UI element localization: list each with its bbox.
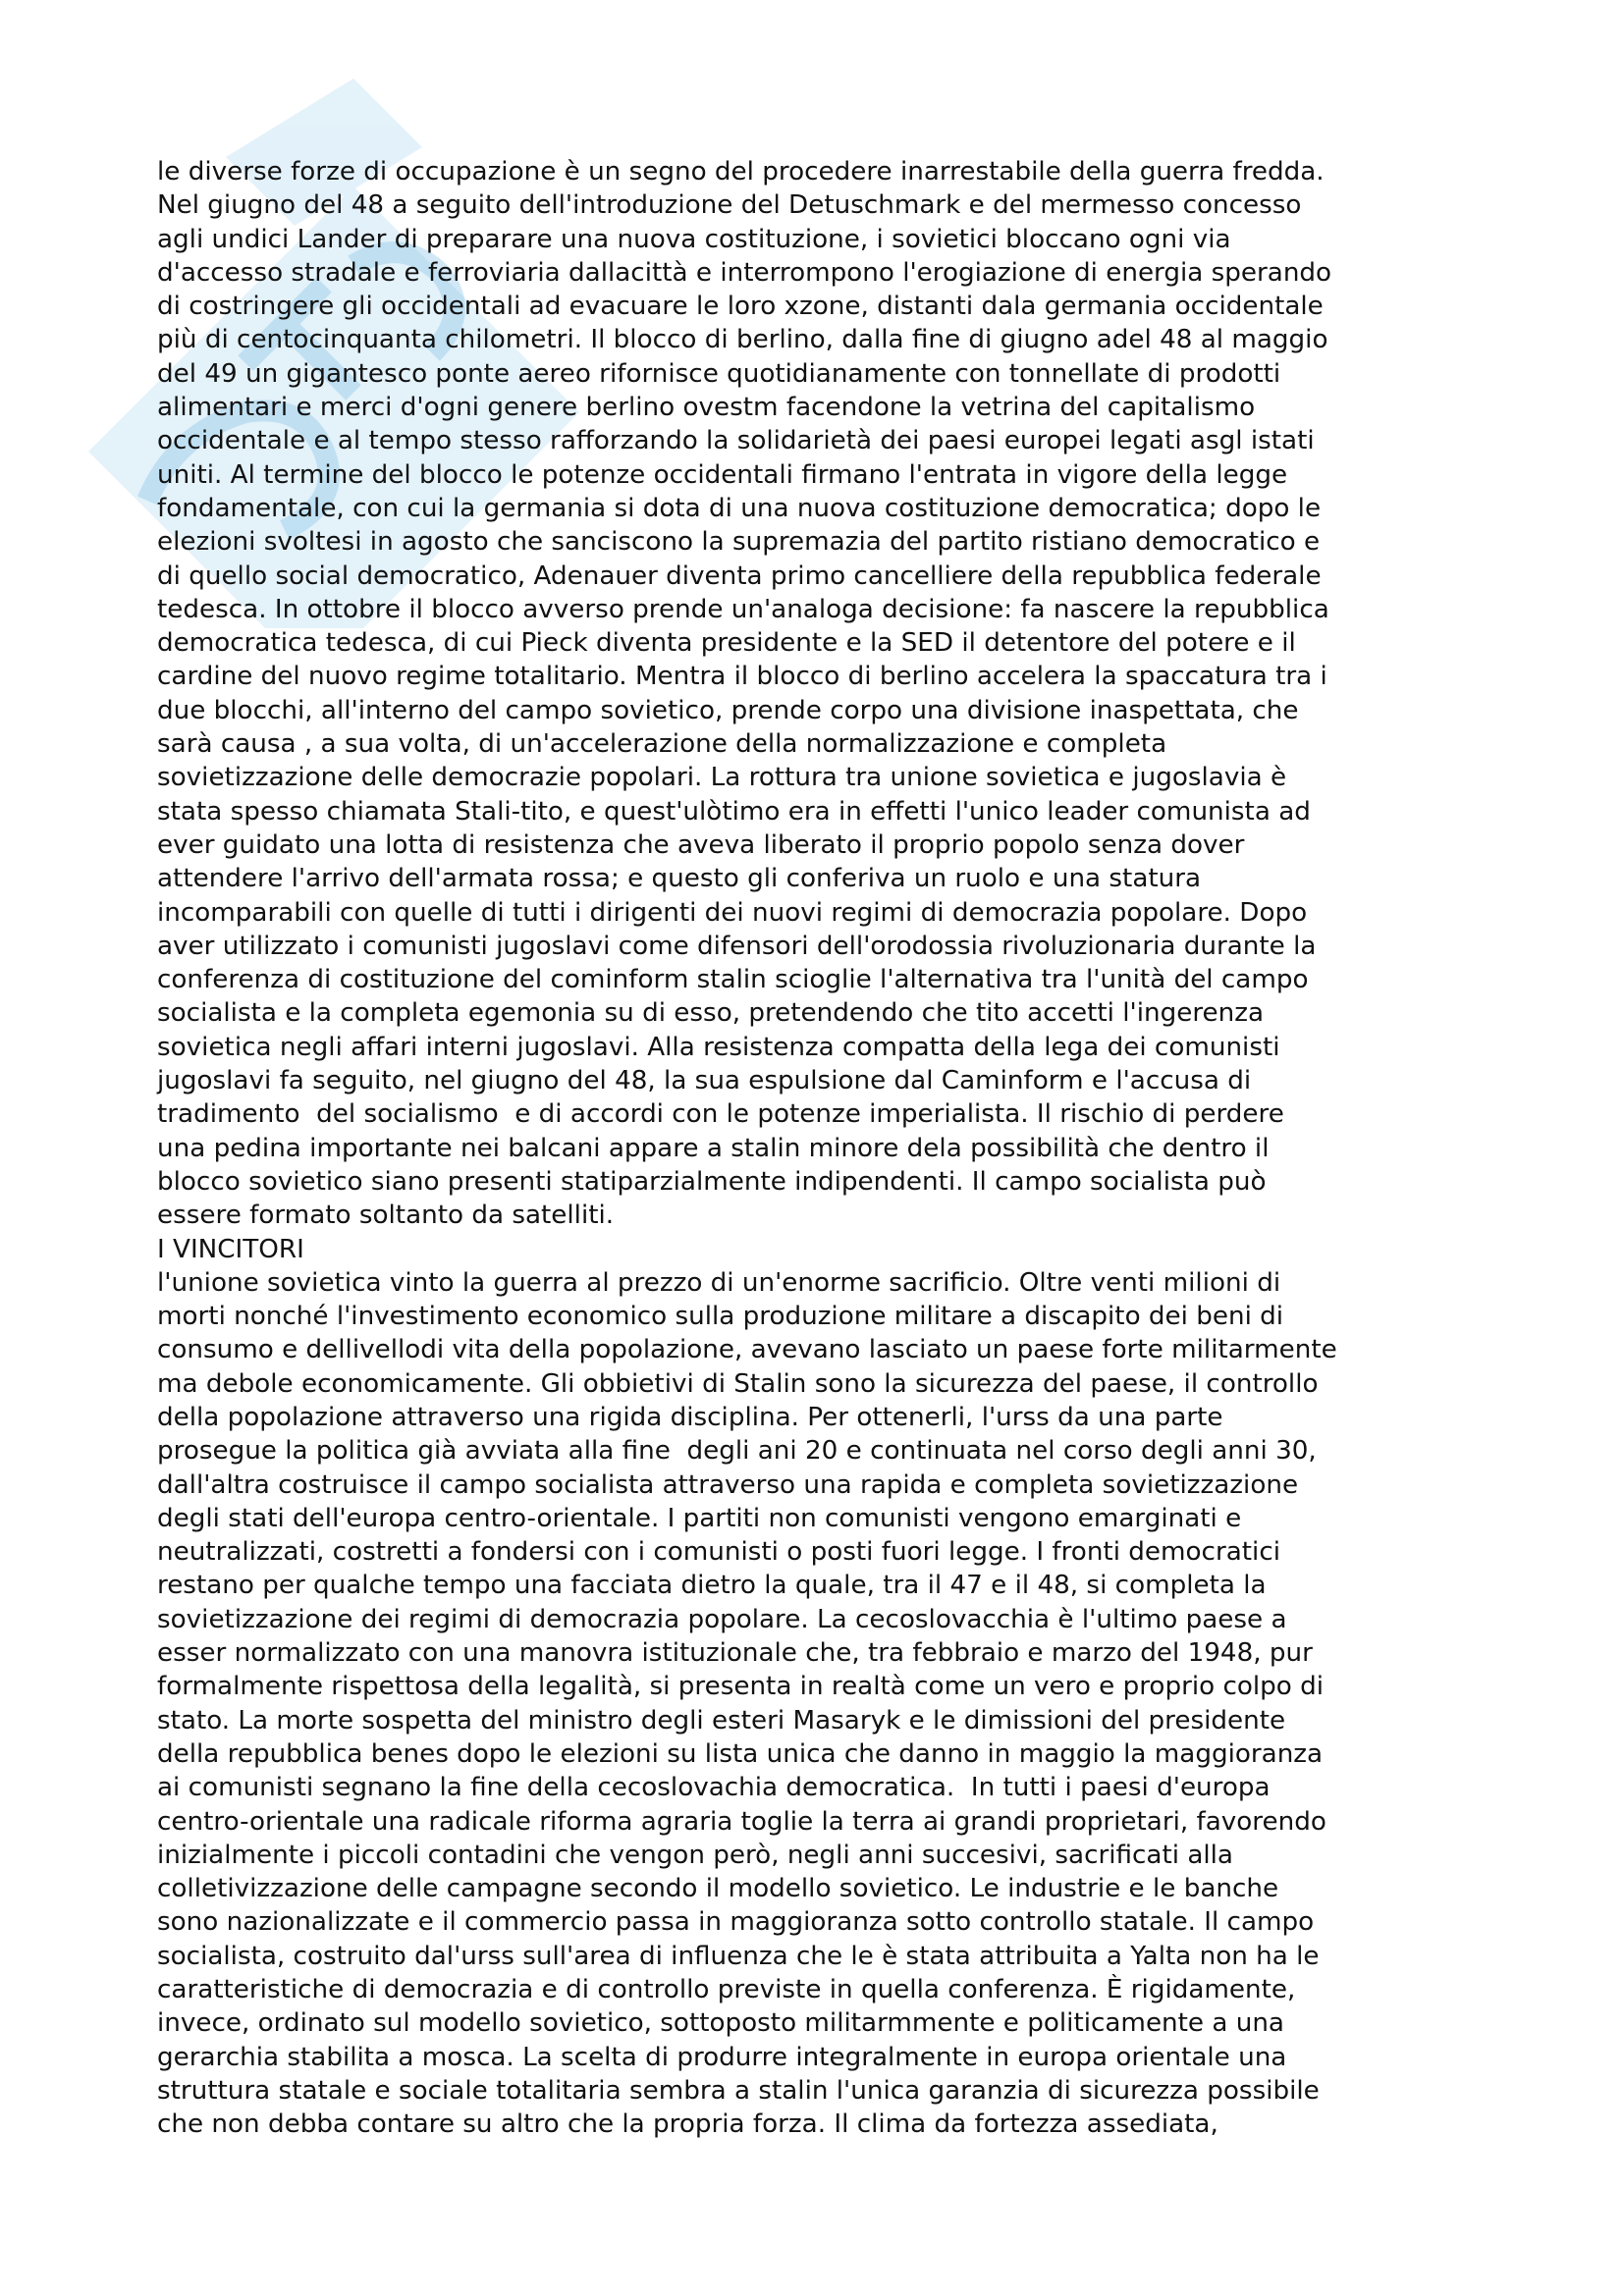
- text-line: struttura statale e sociale totalitaria sembra a stalin l'unica garanzia di sicurezza possibile: [157, 2075, 1320, 2106]
- text-line: del 49 un gigantesco ponte aereo rifornisce quotidianamente con tonnellate di prodotti: [157, 358, 1281, 389]
- text-line: gerarchia stabilita a mosca. La scelta di produrre integralmente in europa orientale una: [157, 2042, 1287, 2072]
- text-line: prosegue la politica già avviata alla fine degli ani 20 e continuata nel corso degli anni 30,: [157, 1436, 1317, 1467]
- text-line: degli stati dell'europa centro-orientale. I partiti non comunisti vengono emarginati e: [157, 1503, 1242, 1533]
- text-line: fondamentale, con cui la germania si dota di una nuova costituzione democratica; dopo le: [157, 493, 1322, 523]
- text-line: formalmente rispettosa della legalità, si presenta in realtà come un vero e proprio colpo di: [157, 1672, 1325, 1702]
- text-line: stato. La morte sospetta del ministro degli esteri Masaryk e le dimissioni del presidente: [157, 1705, 1286, 1735]
- text-line: sovietizzazione dei regimi di democrazia popolare. La cecoslovacchia è l'ultimo paese a: [157, 1604, 1287, 1634]
- text-line: stata spesso chiamata Stali-tito, e quest'ulòtimo era in effetti l'unico leader comunista ad: [157, 796, 1311, 827]
- text-line: incomparabili con quelle di tutti i dirigenti dei nuovi regimi di democrazia popolare. Dopo: [157, 897, 1308, 928]
- text-line: blocco sovietico siano presenti statiparzialmente indipendenti. Il campo socialista può: [157, 1166, 1267, 1197]
- text-line: alimentari e merci d'ogni genere berlino ovestm facendone la vetrina del capitalismo: [157, 393, 1256, 423]
- text-line: elezioni svoltesi in agosto che sanciscono la supremazia del partito ristiano democratico e: [157, 527, 1321, 558]
- text-line: democratica tedesca, di cui Pieck diventa presidente e la SED il detentore del potere e il: [157, 628, 1296, 659]
- text-line: ever guidato una lotta di resistenza che aveva liberato il proprio popolo senza dover: [157, 829, 1245, 860]
- text-line: inizialmente i piccoli contadini che vengon però, negli anni succesivi, sacrificati alla: [157, 1840, 1233, 1870]
- text-line: della repubblica benes dopo le elezioni su lista unica che danno in maggio la maggioranza: [157, 1738, 1324, 1769]
- text-line: sono nazionalizzate e il commercio passa in maggioranza sotto controllo statale. Il campo: [157, 1907, 1315, 1938]
- text-line: agli undici Lander di preparare una nuova costituzione, i sovietici bloccano ogni via: [157, 224, 1231, 254]
- text-line: socialista e la completa egemonia su di esso, pretendendo che tito accetti l'ingerenza: [157, 998, 1265, 1029]
- text-line: uniti. Al termine del blocco le potenze occidentali firmano l'entrata in vigore della legge: [157, 459, 1288, 490]
- text-line: due blocchi, all'interno del campo sovietico, prende corpo una divisione inaspettata, che: [157, 695, 1299, 725]
- text-line: più di centocinquanta chilometri. Il blocco di berlino, dalla fine di giugno adel 48 al maggio: [157, 325, 1328, 355]
- text-line: jugoslavi fa seguito, nel giugno del 48, la sua espulsione dal Caminform e l'accusa di: [157, 1066, 1252, 1096]
- text-line: Nel giugno del 48 a seguito dell'introduzione del Detuschmark e del mermesso concesso: [157, 190, 1302, 221]
- text-line: restano per qualche tempo una facciata dietro la quale, tra il 47 e il 48, si completa la: [157, 1571, 1267, 1601]
- text-line: occidentale e al tempo stesso rafforzando la solidarietà dei paesi europei legati asgl istati: [157, 426, 1315, 456]
- text-line: di quello social democratico, Adenauer diventa primo cancelliere della repubblica federale: [157, 561, 1322, 591]
- text-line: una pedina importante nei balcani appare a stalin minore dela possibilità che dentro il: [157, 1133, 1270, 1163]
- text-line: l'unione sovietica vinto la guerra al prezzo di un'enorme sacrificio. Oltre venti milioni di: [157, 1267, 1281, 1298]
- text-line: aver utilizzato i comunisti jugoslavi come difensori dell'orodossia rivoluzionaria durante la: [157, 931, 1317, 961]
- text-line: le diverse forze di occupazione è un segno del procedere inarrestabile della guerra fredda.: [157, 157, 1325, 187]
- text-line: tedesca. In ottobre il blocco avverso prende un'analoga decisione: fa nascere la repubblica: [157, 594, 1329, 624]
- text-line: invece, ordinato sul modello sovietico, sottoposto militarmmente e politicamente a una: [157, 2008, 1284, 2039]
- text-line: che non debba contare su altro che la propria forza. Il clima da fortezza assediata,: [157, 2109, 1218, 2140]
- text-line: sarà causa , a sua volta, di un'accelerazione della normalizzazione e completa: [157, 729, 1167, 760]
- text-line: essere formato soltanto da satelliti.: [157, 1201, 615, 1231]
- document-page: [157, 155, 1492, 2142]
- text-line: d'accesso stradale e ferroviaria dallacittà e interrompono l'erogiazione di energia sperando: [157, 257, 1332, 288]
- text-line: ai comunisti segnano la fine della cecoslovachia democratica. In tutti i paesi d'europa: [157, 1773, 1271, 1803]
- text-line: morti nonché l'investimento economico sulla produzione militare a discapito dei beni di: [157, 1302, 1284, 1332]
- text-line: tradimento del socialismo e di accordi con le potenze imperialista. Il rischio di perdere: [157, 1099, 1284, 1130]
- text-line: colletivizzazione delle campagne secondo il modello sovietico. Le industrie e le banche: [157, 1874, 1279, 1904]
- text-line: esser normalizzato con una manovra istituzionale che, tra febbraio e marzo del 1948, pur: [157, 1638, 1313, 1669]
- text-line: ma debole economicamente. Gli obbietivi di Stalin sono la sicurezza del paese, il controllo: [157, 1368, 1319, 1399]
- text-line: della popolazione attraverso una rigida disciplina. Per ottenerli, l'urss da una parte: [157, 1402, 1223, 1432]
- text-line: centro-orientale una radicale riforma agraria toglie la terra ai grandi proprietari, favorendo: [157, 1806, 1326, 1837]
- text-line: socialista, costruito dal'urss sull'area di influenza che le è stata attribuita a Yalta non ha le: [157, 1941, 1320, 1971]
- text-line: di costringere gli occidentali ad evacuare le loro xzone, distanti dala germania occidentale: [157, 292, 1324, 322]
- text-line: attendere l'arrivo dell'armata rossa; e questo gli conferiva un ruolo e una statura: [157, 864, 1202, 894]
- text-line: consumo e dellivellodi vita della popolazione, avevano lasciato un paese forte militarmente: [157, 1335, 1337, 1365]
- text-line: sovietica negli affari interni jugoslavi. Alla resistenza compatta della lega dei comunisti: [157, 1032, 1280, 1062]
- text-line: I VINCITORI: [157, 1234, 304, 1264]
- text-line: conferenza di costituzione del cominform stalin scioglie l'alternativa tra l'unità del campo: [157, 965, 1309, 995]
- text-line: sovietizzazione delle democrazie popolari. La rottura tra unione sovietica e jugoslavia è: [157, 763, 1287, 793]
- text-line: cardine del nuovo regime totalitario. Mentra il blocco di berlino accelera la spaccatura tra i: [157, 662, 1327, 692]
- text-line: caratteristiche di democrazia e di controllo previste in quella conferenza. È rigidamente,: [157, 1975, 1296, 2005]
- text-line: neutralizzati, costretti a fondersi con i comunisti o posti fuori legge. I fronti democratici: [157, 1537, 1280, 1568]
- text-line: dall'altra costruisce il campo socialista attraverso una rapida e completa sovietizzazione: [157, 1469, 1299, 1500]
